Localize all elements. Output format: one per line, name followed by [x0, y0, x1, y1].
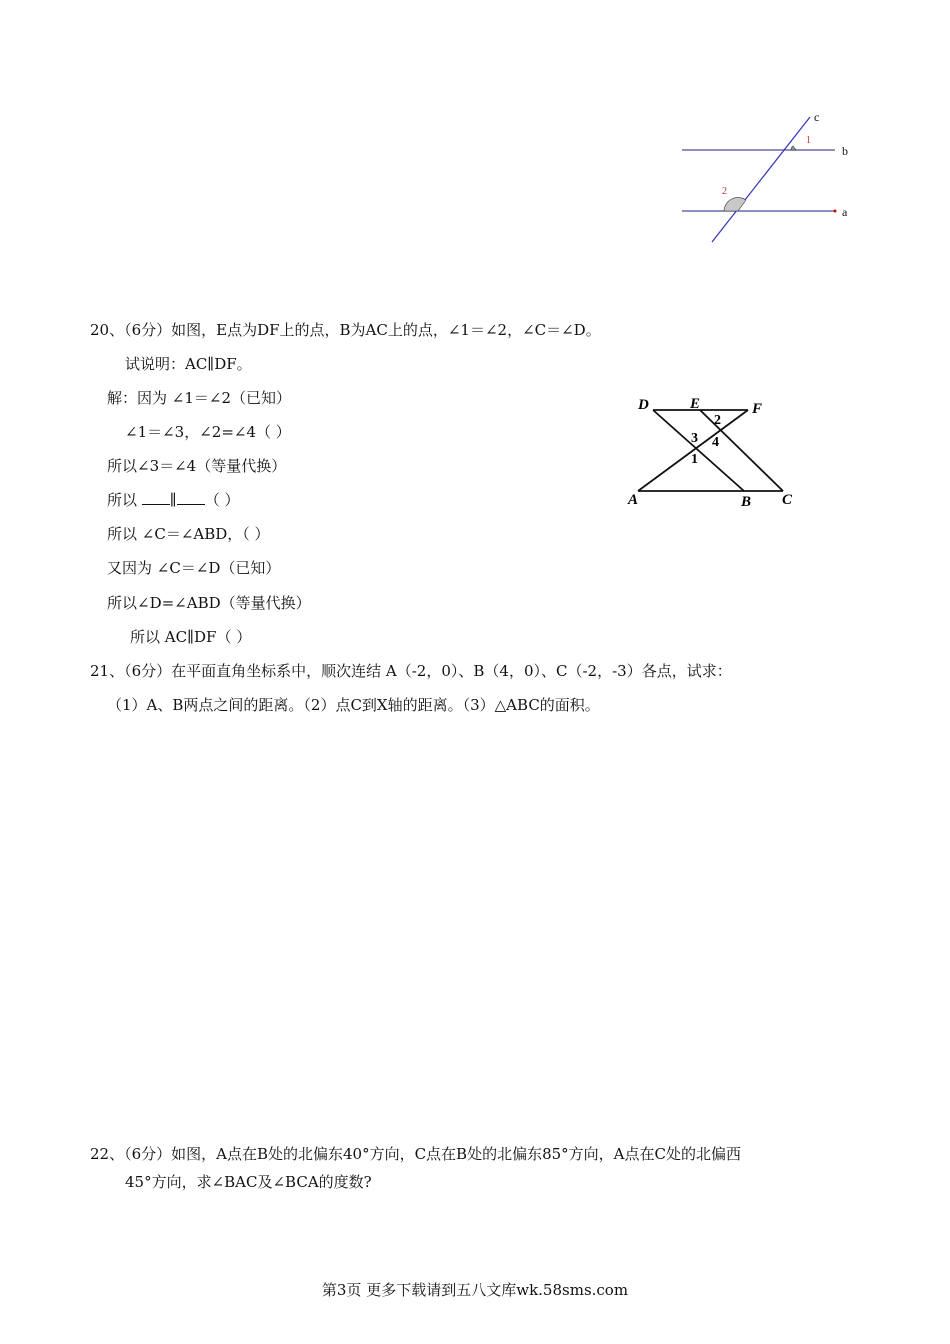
- page-footer: 第3页 更多下载请到五八文库wk.58sms.com: [321, 1281, 629, 1299]
- angle-1-mark: [791, 146, 796, 150]
- label-C: C: [782, 492, 793, 508]
- q22-line-1: 22、（6分）如图，A点在B处的北偏东40°方向，C点在B处的北偏东85°方向，A点在C处的北偏西: [90, 1145, 741, 1163]
- label-D: D: [638, 397, 649, 413]
- segment-EC: [700, 410, 783, 491]
- q20-step-4-reason: （ ）: [204, 491, 240, 509]
- q22-line-2: 45°方向，求∠BAC及∠BCA的度数?: [125, 1173, 372, 1191]
- label-E: E: [690, 396, 701, 412]
- angle-2-mark: [724, 197, 746, 211]
- q20-step-4-lead: 所以: [107, 491, 142, 509]
- label-angle-2: 2: [714, 413, 721, 428]
- label-A: A: [628, 492, 639, 508]
- q21-parts: （1）A、B两点之间的距离。（2）点C到X轴的距离。（3）△ABC的面积。: [107, 696, 600, 714]
- label-angle-1: 1: [691, 452, 698, 467]
- parallel-symbol: ∥: [169, 491, 177, 509]
- q20-prompt: 试说明：AC∥DF。: [125, 355, 252, 373]
- q20-step-4: [107, 490, 240, 510]
- parallel-lines-figure: [670, 105, 860, 250]
- label-angle-3: 3: [691, 431, 698, 446]
- label-angle-2: 2: [722, 186, 727, 197]
- answer-blank-2[interactable]: [177, 490, 205, 505]
- label-angle-4: 4: [712, 435, 719, 450]
- label-F: F: [752, 401, 763, 417]
- triangle-figure: [620, 388, 810, 513]
- q20-step-7: 所以∠D=∠ABD（等量代换）: [107, 594, 311, 612]
- point-a: [834, 210, 837, 213]
- q20-step-1: 解：因为 ∠1＝∠2（已知）: [107, 389, 291, 407]
- q20-title: 20、（6分）如图，E点为DF上的点，B为AC上的点，∠1＝∠2，∠C＝∠D。: [90, 321, 601, 339]
- q20-step-8: 所以 AC∥DF（ ）: [130, 628, 252, 646]
- label-angle-1: 1: [806, 135, 811, 146]
- q20-step-6: 又因为 ∠C＝∠D（已知）: [107, 559, 281, 577]
- label-a: a: [842, 205, 848, 219]
- label-c: c: [814, 110, 820, 124]
- transversal-c: [712, 117, 810, 242]
- label-B: B: [741, 494, 752, 510]
- answer-blank-1[interactable]: [142, 490, 170, 505]
- q20-step-5: 所以 ∠C＝∠ABD，（ ）: [107, 525, 270, 543]
- q21-title: 21、（6分）在平面直角坐标系中，顺次连结 A（-2，0）、B（4，0）、C（-2，-3）各点，试求：: [90, 662, 732, 680]
- q20-step-3: 所以∠3＝∠4（等量代换）: [107, 457, 287, 475]
- q20-step-2: ∠1＝∠3，∠2=∠4（ ）: [125, 423, 291, 441]
- label-b: b: [842, 144, 848, 158]
